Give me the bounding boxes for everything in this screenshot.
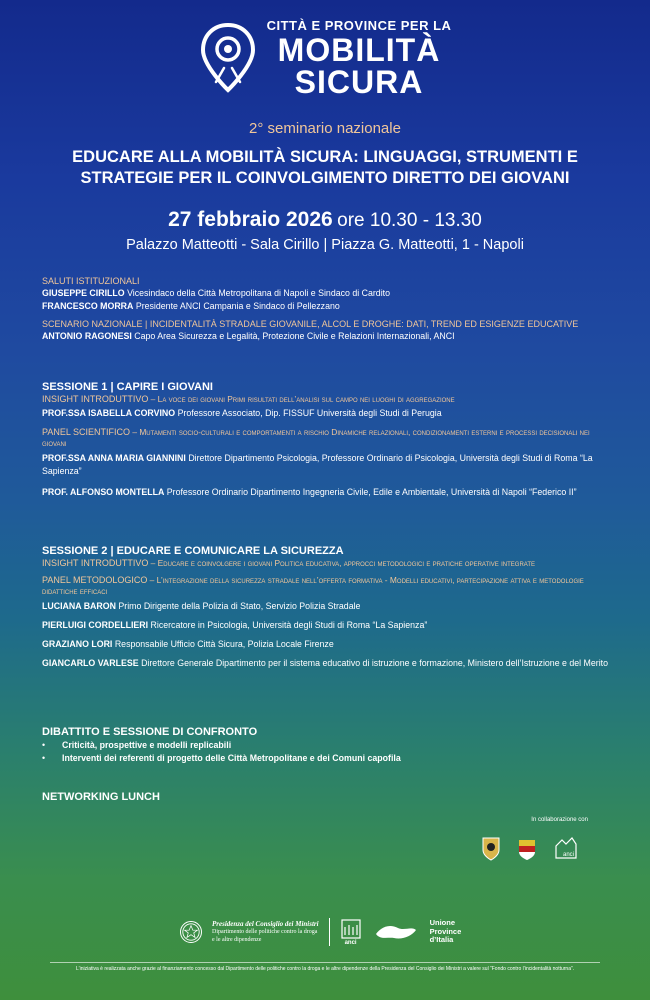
- speaker-role: Responsabile Ufficio Città Sicura, Polizia Locale Firenze: [114, 639, 334, 649]
- speaker-name: PROF.SSA ANNA MARIA GIANNINI: [42, 453, 186, 463]
- panel-subtitle: – L’integrazione della sicurezza stradale nell’offerta formativa - Modelli educativi, partecipazione attiva e metodologie didattiche efficaci: [42, 575, 584, 596]
- session-1-block: [42, 381, 610, 499]
- session-2-block: [42, 545, 610, 670]
- speaker-role: Vicesindaco della Città Metropolitana di Napoli e Sindaco di Cardito: [127, 288, 390, 298]
- session-2-panel-label: [42, 575, 610, 597]
- republic-emblem-icon: [180, 921, 202, 943]
- saluti-block: [42, 276, 610, 343]
- speaker-name: GIANCARLO VARLESE: [42, 658, 139, 668]
- panel-label: PANEL SCIENTIFICO: [42, 427, 131, 437]
- speaker-ragonesi: [42, 330, 610, 343]
- pcm-title: Presidenza del Consiglio dei Ministri: [212, 920, 319, 928]
- seminar-subtitle: 2° seminario nazionale: [249, 120, 401, 137]
- saluti-label: SALUTI ISTITUZIONALI: [42, 276, 140, 286]
- bullet-dot-icon: •: [42, 753, 46, 763]
- panel-subtitle: – Mutamenti socio-culturali e comportamenti a rischio Dinamiche relazionali, condizionamenti esterni e processi decisionali nei giovani: [42, 427, 590, 448]
- upi-line-2: Province: [429, 926, 462, 936]
- event-time: ore 10.30 - 13.30: [337, 210, 482, 231]
- networking-lunch: NETWORKING LUNCH: [42, 791, 160, 803]
- speaker-name: FRANCESCO MORRA: [42, 301, 134, 311]
- speaker-name: GIUSEPPE CIRILLO: [42, 288, 125, 298]
- pcm-dept-2: e le altre dipendenze: [212, 937, 262, 943]
- footer-logos: [180, 918, 461, 946]
- speaker-name: PROF.SSA ISABELLA CORVINO: [42, 408, 176, 418]
- collab-logos: [480, 834, 580, 862]
- speaker-montella: [42, 486, 610, 499]
- seminar-title: EDUCARE ALLA MOBILITÀ SICURA: LINGUAGGI, STRUMENTI E STRATEGIE PER IL COINVOLGIMENTO DIRETTO DEI GIOVANI: [72, 148, 578, 187]
- logo-line-2: MOBILITÀ: [277, 31, 441, 68]
- speaker-name: GRAZIANO LORI: [42, 639, 113, 649]
- speaker-role: Capo Area Sicurezza e Legalità, Protezione Civile e Relazioni Internazionali, ANCI: [134, 331, 455, 341]
- bullet-text: Interventi dei referenti di progetto delle Città Metropolitane e dei Comuni capofila: [62, 753, 401, 763]
- speaker-role: Direttore Dipartimento Psicologia, Professore Ordinario di Psicologia, Università degli Studi di Roma “La Sapienza”: [42, 453, 593, 476]
- city-crest-icon: [480, 836, 502, 862]
- upi-logo: [430, 919, 462, 945]
- speaker-varlese: [42, 657, 610, 670]
- session-2-insight-label: [42, 558, 610, 569]
- speaker-morra: [42, 300, 610, 313]
- collab-label: In collaborazione con: [531, 817, 588, 823]
- bullet-item: [42, 752, 610, 765]
- svg-text:anci: anci: [563, 852, 575, 858]
- upi-line-3: d’Italia: [429, 935, 454, 945]
- anci-logo: [340, 918, 362, 946]
- funding-disclaimer: L’iniziativa è realizzata anche grazie al finanziamento concesso dal Dipartimento delle politiche contro la droga e le altre dipendenze della Presidenza del Consiglio dei Ministri a valere sul “Fondo contro l’incidentalità notturna”.: [50, 962, 600, 972]
- divider: [329, 918, 330, 946]
- logo-line-1: CITTÀ E PROVINCE PER LA: [266, 17, 452, 33]
- scenario-label: SCENARIO NAZIONALE | INCIDENTALITÀ STRADALE GIOVANILE, ALCOL E DROGHE: DATI, TREND ED ESIGENZE EDUCATIVE: [42, 319, 579, 329]
- event-venue: Palazzo Matteotti - Sala Cirillo | Piazza G. Matteotti, 1 - Napoli: [126, 237, 524, 253]
- region-crest-icon: [516, 836, 538, 862]
- speaker-cordellieri: [42, 619, 610, 632]
- session-2-title: SESSIONE 2 | EDUCARE E COMUNICARE LA SICUREZZA: [42, 545, 344, 557]
- speaker-baron: [42, 600, 610, 613]
- italy-map-icon: [372, 920, 420, 944]
- logo-line-3: SICURA: [294, 63, 424, 100]
- speaker-role: Presidente ANCI Campania e Sindaco di Pellezzano: [135, 301, 340, 311]
- speaker-giannini: [42, 452, 610, 478]
- session-1-title: SESSIONE 1 | CAPIRE I GIOVANI: [42, 381, 213, 393]
- dibattito-block: [42, 726, 610, 765]
- speaker-name: PROF. ALFONSO MONTELLA: [42, 487, 165, 497]
- pcm-logo: [212, 920, 319, 944]
- speaker-role: Professore Ordinario Dipartimento Ingegneria Civile, Edile e Ambientale, Università di Napoli “Federico II”: [166, 487, 577, 497]
- bullet-item: [42, 739, 610, 752]
- bullet-text: Criticità, prospettive e modelli replicabili: [62, 740, 232, 750]
- speaker-corvino: [42, 407, 610, 420]
- anci-building-icon: [340, 918, 362, 940]
- pcm-dept-1: Dipartimento delle politiche contro la droga: [212, 929, 318, 935]
- insight-subtitle: – Educare e coinvolgere i giovani Politica educativa, approcci metodologici e pratiche operative integrate: [148, 558, 536, 568]
- speaker-role: Primo Dirigente della Polizia di Stato, Servizio Polizia Stradale: [118, 601, 361, 611]
- panel-label: PANEL METODOLOGICO: [42, 575, 148, 585]
- insight-label: INSIGHT INTRODUTTIVO: [42, 558, 149, 568]
- event-date: 27 febbraio 2026: [168, 208, 333, 231]
- speaker-role: Professore Associato, Dip. FISSUF Università degli Studi di Perugia: [177, 408, 442, 418]
- anci-text: anci: [344, 940, 357, 946]
- speaker-lori: [42, 638, 610, 651]
- speaker-name: PIERLUIGI CORDELLIERI: [42, 620, 149, 630]
- speaker-role: Direttore Generale Dipartimento per il sistema educativo di istruzione e formazione, Ministero dell’Istruzione e del Merito: [141, 658, 608, 668]
- speaker-cirillo: [42, 287, 610, 300]
- date-line: [0, 208, 650, 232]
- session-1-panel-label: [42, 427, 610, 449]
- dibattito-title: DIBATTITO E SESSIONE DI CONFRONTO: [42, 726, 258, 738]
- insight-subtitle: – La voce dei giovani Primi risultati dell’analisi sul campo nei luoghi di aggregazione: [148, 394, 455, 404]
- speaker-role: Ricercatore in Psicologia, Università degli Studi di Roma “La Sapienza”: [150, 620, 428, 630]
- event-logo: [0, 18, 650, 98]
- speaker-name: LUCIANA BARON: [42, 601, 116, 611]
- anci-campania-icon: [552, 834, 580, 862]
- session-1-insight-label: [42, 394, 610, 405]
- map-pin-icon: [199, 22, 257, 94]
- bullet-dot-icon: •: [42, 740, 46, 750]
- insight-label: INSIGHT INTRODUTTIVO: [42, 394, 149, 404]
- upi-line-1: Unione: [429, 918, 455, 928]
- speaker-name: ANTONIO RAGONESI: [42, 331, 132, 341]
